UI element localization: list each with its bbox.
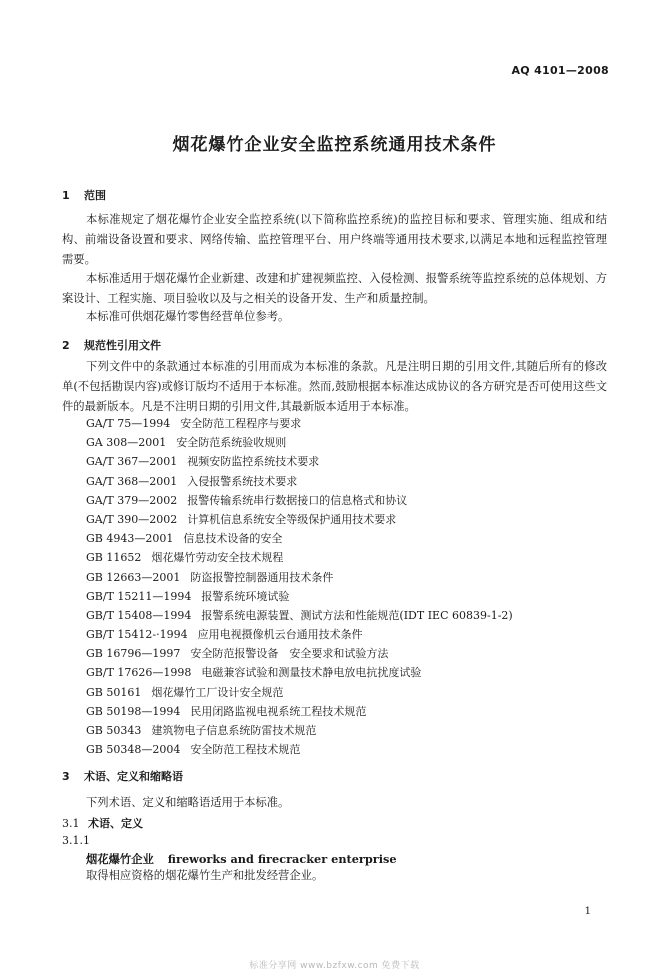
page-number: 1: [584, 906, 591, 917]
term-number: 3.1.1: [62, 834, 90, 847]
term-chinese: 烟花爆竹企业: [86, 852, 154, 866]
reference-code: GB 4943—2001: [86, 532, 174, 546]
reference-code: GB/T 17626—1998: [86, 666, 192, 680]
document-title: 烟花爆竹企业安全监控系统通用技术条件: [172, 135, 497, 155]
reference-title: 报警系统电源装置、测试方法和性能规范(IDT IEC 60839-1-2): [201, 608, 513, 622]
reference-title: 民用闭路监视电视系统工程技术规范: [190, 704, 367, 718]
reference-code: GB/T 15412-·1994: [86, 628, 188, 642]
reference-item: [86, 702, 513, 721]
section-3-heading: [62, 768, 183, 784]
reference-title: 视频安防监控系统技术要求: [187, 455, 320, 469]
reference-code: GB/T 15211—1994: [86, 589, 192, 603]
reference-title: 安全防范系统验收规则: [176, 436, 287, 450]
section-title: 术语、定义和缩略语: [84, 770, 183, 783]
reference-code: GA 308—2001: [86, 436, 167, 450]
reference-code: GB 11652: [86, 551, 142, 565]
reference-item: [86, 491, 513, 510]
watermark: 标准分享网 www.bzfxw.com 免费下载: [249, 961, 420, 971]
reference-title: 建筑物电子信息系统防雷技术规范: [151, 724, 317, 737]
reference-item: [86, 529, 513, 548]
section-1-heading: [62, 187, 106, 203]
reference-code: GA/T 367—2001: [86, 455, 178, 469]
reference-title: 烟花爆竹劳动安全技术规程: [151, 551, 284, 565]
reference-title: 安全防范报警设备 安全要求和试验方法: [190, 647, 389, 661]
reference-title: 信息技术设备的安全: [183, 532, 283, 546]
section-3-intro: 下列术语、定义和缩略语适用于本标准。: [86, 796, 290, 809]
reference-item: [86, 548, 513, 567]
section-number: 1: [62, 189, 70, 202]
reference-title: 安全防范工程技术规范: [190, 743, 301, 757]
section-title: 规范性引用文件: [84, 339, 161, 352]
document-code: AQ 4101—2008: [511, 64, 609, 77]
reference-code: GA/T 368—2001: [86, 474, 178, 488]
reference-title: 安全防范工程程序与要求: [180, 417, 302, 430]
section-2-heading: [62, 337, 161, 353]
reference-item: [86, 606, 513, 625]
section-1-paragraph-1: 本标准规定了烟花爆竹企业安全监控系统(以下简称监控系统)的监控目标和要求、管理实施、组成和结构、前端设备设置和要求、网络传输、监控管理平台、用户终端等通用技术要求,以满足本地和远程监控管理需要。: [62, 213, 607, 266]
reference-code: GA/T 379—2002: [86, 493, 178, 507]
section-2-intro: 下列文件中的条款通过本标准的引用而成为本标准的条款。凡是注明日期的引用文件,其随后所有的修改单(不包括勘误内容)或修订版均不适用于本标准。然而,鼓励根据本标准达成协议的各方研究是否可使用这些文件的最新版本。凡是不注明日期的引用文件,其最新版本适用于本标准。: [62, 360, 607, 413]
reference-code: GB 50348—2004: [86, 743, 181, 757]
reference-item: [86, 721, 513, 740]
reference-title: 应用电视摄像机云台通用技术条件: [197, 628, 363, 642]
reference-item: [86, 625, 513, 644]
reference-title: 计算机信息系统安全等级保护通用技术要求: [187, 512, 397, 526]
reference-title: 烟花爆竹工厂设计安全规范: [151, 685, 284, 699]
subsection-3-1-heading: [62, 815, 143, 831]
term-english: fireworks and firecracker enterprise: [167, 852, 397, 866]
reference-code: GB 50198—1994: [86, 704, 181, 718]
reference-title: 报警系统环境试验: [201, 589, 290, 603]
reference-item: [86, 510, 513, 529]
reference-item: [86, 568, 513, 587]
reference-title: 电磁兼容试验和测量技术静电放电抗扰度试验: [201, 666, 422, 680]
reference-item: [86, 683, 513, 702]
section-1-paragraph-2: 本标准适用于烟花爆竹企业新建、改建和扩建视频监控、入侵检测、报警系统等监控系统的总体规划、方案设计、工程实施、项目验收以及与之相关的设备开发、生产和质量控制。: [62, 272, 607, 305]
reference-code: GB 50343: [86, 724, 142, 737]
reference-item: [86, 433, 513, 452]
reference-code: GB 50161: [86, 685, 142, 699]
reference-list: [86, 414, 513, 759]
term-entry: [86, 851, 397, 867]
reference-item: [86, 740, 513, 759]
section-title: 范围: [84, 189, 106, 202]
reference-item: [86, 414, 513, 433]
reference-item: [86, 644, 513, 663]
reference-item: [86, 452, 513, 471]
reference-title: 报警传输系统串行数据接口的信息格式和协议: [187, 493, 408, 507]
section-1-paragraph-3: 本标准可供烟花爆竹零售经营单位参考。: [86, 310, 290, 323]
section-number: 3: [62, 770, 70, 783]
reference-item: [86, 472, 513, 491]
reference-code: GA/T 390—2002: [86, 512, 178, 526]
reference-title: 防盗报警控制器通用技术条件: [190, 570, 334, 584]
reference-code: GB 16796—1997: [86, 647, 181, 661]
subsection-number: 3.1: [62, 817, 80, 830]
reference-code: GB/T 15408—1994: [86, 608, 192, 622]
subsection-title: 术语、定义: [88, 817, 143, 830]
term-definition: 取得相应资格的烟花爆竹生产和批发经营企业。: [86, 869, 324, 882]
reference-item: [86, 663, 513, 682]
reference-code: GB 12663—2001: [86, 570, 181, 584]
section-number: 2: [62, 339, 70, 352]
reference-item: [86, 587, 513, 606]
reference-code: GA/T 75—1994: [86, 417, 171, 430]
reference-title: 入侵报警系统技术要求: [187, 474, 298, 488]
